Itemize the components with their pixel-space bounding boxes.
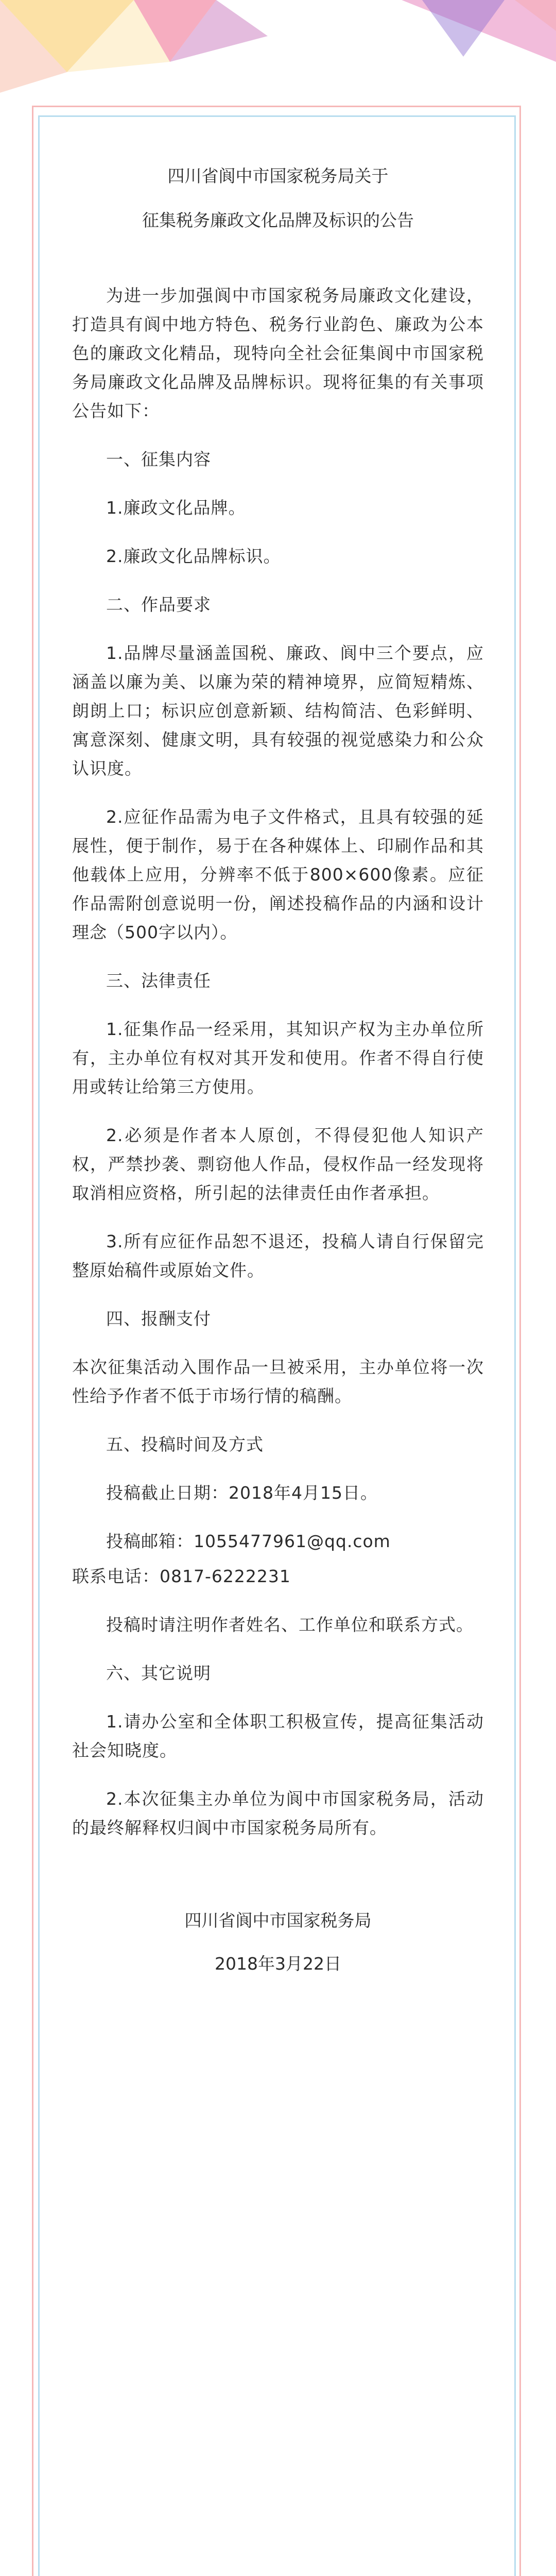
paragraph-payment: 本次征集活动入围作品一旦被采用，主办单位将一次性给予作者不低于市场行情的稿酬。 bbox=[72, 1357, 484, 1406]
paragraph-intro: 为进一步加强阆中市国家税务局廉政文化建设，打造具有阆中地方特色、税务行业韵色、廉政为公本色的廉政文化精品，现特向全社会征集阆中市国家税务局廉政文化品牌及品牌标识。现将征集的有关事项公告如下： bbox=[72, 285, 484, 421]
section-heading-5: 五、投稿时间及方式 bbox=[106, 1434, 264, 1454]
notice-body bbox=[72, 165, 484, 1975]
section-heading-6: 六、其它说明 bbox=[106, 1663, 211, 1683]
list-item: 1.征集作品一经采用，其知识产权为主办单位所有，主办单位有权对其开发和使用。作者不得自行使用或转让给第三方使用。 bbox=[72, 1019, 484, 1097]
section-heading-1: 一、征集内容 bbox=[106, 449, 211, 469]
title-line-2: 征集税务廉政文化品牌及标识的公告 bbox=[142, 210, 414, 230]
signature-date: 2018年3月22日 bbox=[215, 1954, 341, 1974]
notice-title bbox=[72, 165, 484, 232]
submission-note: 投稿时请注明作者姓名、工作单位和联系方式。 bbox=[106, 1615, 474, 1635]
list-item: 2.本次征集主办单位为阆中市国家税务局，活动的最终解释权归阆中市国家税务局所有。 bbox=[72, 1789, 484, 1838]
list-item: 1.廉政文化品牌。 bbox=[106, 498, 246, 518]
signature-org: 四川省阆中市国家税务局 bbox=[184, 1910, 372, 1930]
section-heading-4: 四、报酬支付 bbox=[106, 1309, 211, 1329]
section-heading-3: 三、法律责任 bbox=[106, 971, 211, 991]
list-item: 1.品牌尽量涵盖国税、廉政、阆中三个要点，应涵盖以廉为美、以廉为荣的精神境界，应简短精炼、朗朗上口；标识应创意新颖、结构简洁、色彩鲜明、寓意深刻、健康文明，具有较强的视觉感染力和公众认识度。 bbox=[72, 643, 484, 778]
section-heading-2: 二、作品要求 bbox=[106, 595, 211, 615]
submission-deadline: 投稿截止日期：2018年4月15日。 bbox=[106, 1483, 378, 1503]
submission-email: 投稿邮箱：1055477961@qq.com bbox=[106, 1531, 391, 1551]
list-item: 2.必须是作者本人原创，不得侵犯他人知识产权，严禁抄袭、剽窃他人作品，侵权作品一经发现将取消相应资格，所引起的法律责任由作者承担。 bbox=[72, 1125, 484, 1203]
list-item: 2.廉政文化品牌标识。 bbox=[106, 546, 281, 566]
title-line-1: 四川省阆中市国家税务局关于 bbox=[167, 166, 389, 186]
signature-block bbox=[72, 1909, 484, 1975]
list-item: 1.请办公室和全体职工积极宣传，提高征集活动社会知晓度。 bbox=[72, 1711, 484, 1760]
list-item: 2.应征作品需为电子文件格式，且具有较强的延展性，便于制作，易于在各种媒体上、印刷作品和其他载体上应用，分辨率不低于800×600像素。应征作品需附创意说明一份，阐述投稿作品的内涵和设计理念（500字以内）。 bbox=[72, 807, 484, 942]
contact-phone: 联系电话：0817-6222231 bbox=[72, 1566, 291, 1586]
notice-paragraphs bbox=[72, 281, 484, 1842]
list-item: 3.所有应征作品恕不退还，投稿人请自行保留完整原始稿件或原始文件。 bbox=[72, 1231, 484, 1280]
